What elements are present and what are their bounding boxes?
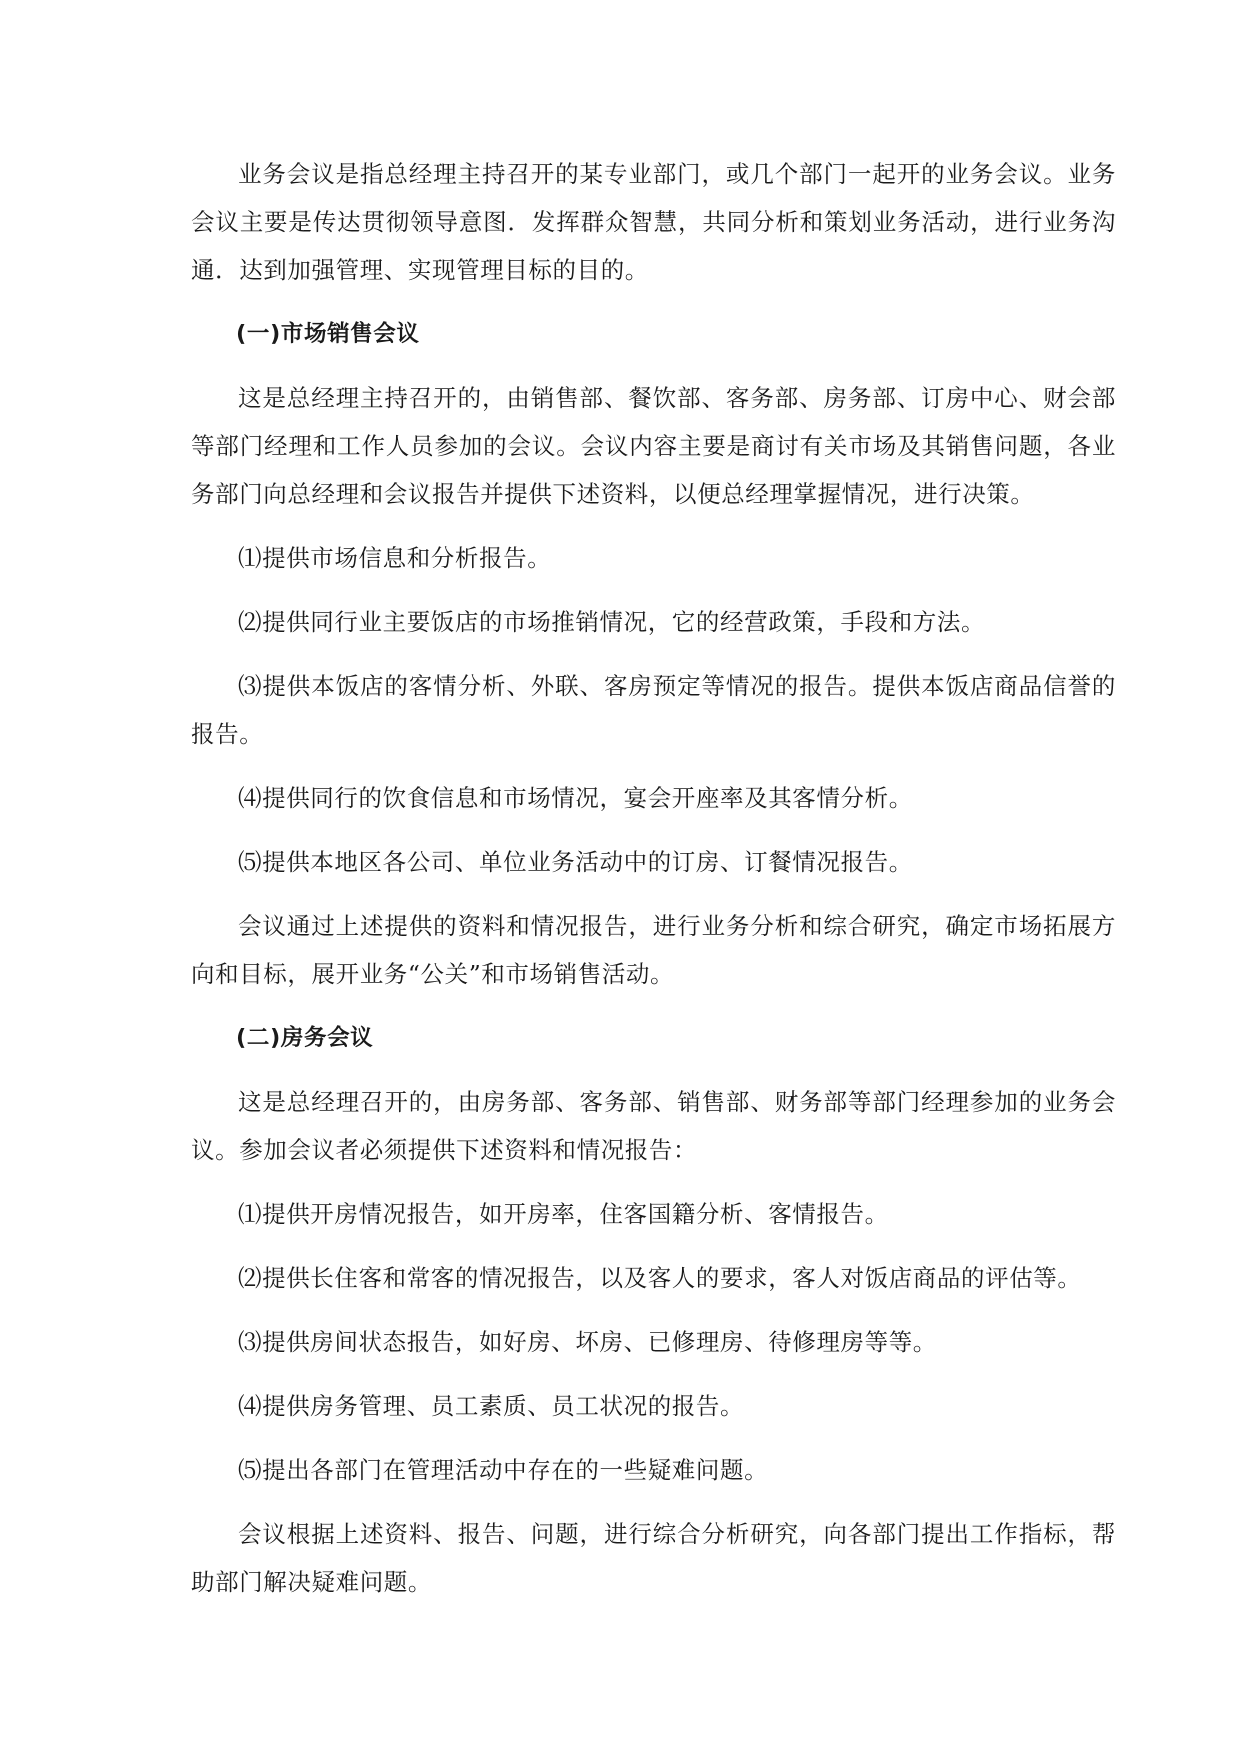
section-intro-paragraph: 这是总经理召开的，由房务部、客务部、销售部、财务部等部门经理参加的业务会议。参加会议者必须提供下述资料和情况报告： <box>191 1088 1116 1164</box>
section-conclusion-paragraph: 会议通过上述提供的资料和情况报告，进行业务分析和综合研究，确定市场拓展方向和目标，展开业务“公关”和市场销售活动。 <box>191 912 1116 988</box>
list-item: ⑶提供房间状态报告，如好房、坏房、已修理房、待修理房等等。 <box>238 1328 937 1356</box>
list-item: ⑴提供开房情况报告，如开房率，住客国籍分析、客情报告。 <box>238 1200 889 1228</box>
section-conclusion-paragraph: 会议根据上述资料、报告、问题，进行综合分析研究，向各部门提出工作指标，帮助部门解决疑难问题。 <box>191 1520 1116 1596</box>
document-page <box>191 150 1116 1622</box>
list-item: ⑸提供本地区各公司、单位业务活动中的订房、订餐情况报告。 <box>238 848 913 876</box>
list-item: ⑶提供本饭店的客情分析、外联、客房预定等情况的报告。提供本饭店商品信誉的报告。 <box>191 672 1116 748</box>
section-intro-paragraph: 这是总经理主持召开的，由销售部、餐饮部、客务部、房务部、订房中心、财会部等部门经理和工作人员参加的会议。会议内容主要是商讨有关市场及其销售问题，各业务部门向总经理和会议报告并提供下述资料，以便总经理掌握情况，进行决策。 <box>191 384 1116 508</box>
list-item: ⑷提供同行的饮食信息和市场情况，宴会开座率及其客情分析。 <box>238 784 913 812</box>
list-item: ⑸提出各部门在管理活动中存在的一些疑难问题。 <box>238 1456 769 1484</box>
intro-paragraph: 业务会议是指总经理主持召开的某专业部门，或几个部门一起开的业务会议。业务会议主要是传达贯彻领导意图．发挥群众智慧，共同分析和策划业务活动，进行业务沟通．达到加强管理、实现管理目标的目的。 <box>191 160 1116 284</box>
list-item: ⑷提供房务管理、员工素质、员工状况的报告。 <box>238 1392 745 1420</box>
section-heading-room-service: (二)房务会议 <box>236 1025 374 1051</box>
list-item: ⑵提供长住客和常客的情况报告，以及客人的要求，客人对饭店商品的评估等。 <box>238 1264 1082 1292</box>
list-item: ⑵提供同行业主要饭店的市场推销情况，它的经营政策，手段和方法。 <box>238 608 986 636</box>
list-item: ⑴提供市场信息和分析报告。 <box>238 544 552 572</box>
section-heading-market-sales: (一)市场销售会议 <box>236 321 420 347</box>
